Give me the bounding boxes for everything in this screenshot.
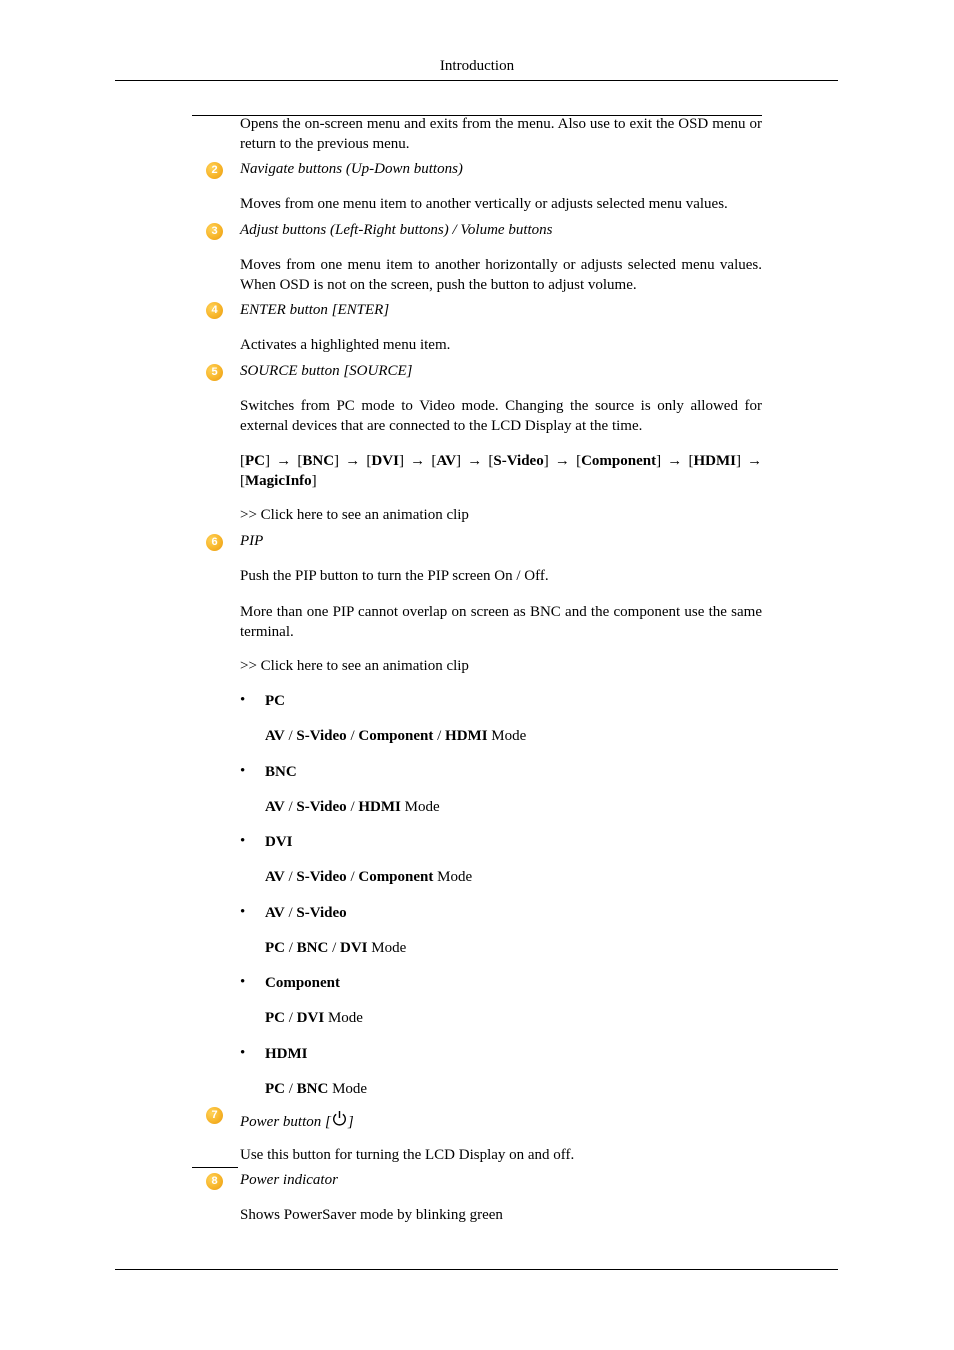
separator: / (350, 728, 355, 744)
pip-allowed-name: AV (265, 799, 285, 815)
source-item: PC (245, 453, 265, 469)
bullet: • (240, 763, 246, 779)
mode-word: Mode (491, 728, 527, 744)
pip-allowed-name: AV (265, 869, 285, 885)
pip-allowed-name: PC (265, 1010, 285, 1026)
mode-word: Mode (332, 1081, 368, 1097)
pip-source-name: PC (265, 693, 285, 709)
number-3-badge-icon: 3 (206, 223, 223, 240)
adjust-buttons-title: Adjust buttons (Left-Right buttons) / Volume buttons (240, 222, 553, 238)
header-title: Introduction (439, 58, 515, 74)
power-icon (332, 1110, 347, 1127)
power-button-desc: Use this button for turning the LCD Display on and off. (240, 1147, 575, 1163)
bullet: • (240, 904, 246, 920)
pip-source (265, 833, 293, 853)
arrow-icon: → (276, 453, 292, 469)
adjust-buttons-desc: Moves from one menu item to another horizontally or adjusts selected menu values. When OSD is not on the screen, push the button to adjust volume. (240, 257, 762, 293)
arrow-icon: → (410, 453, 426, 469)
pip-allowed-name: Component (358, 869, 434, 885)
navigate-buttons-desc: Moves from one menu item to another vertically or adjusts selected menu values. (240, 196, 728, 212)
pip-allowed-modes (265, 727, 526, 747)
pip-title: PIP (240, 533, 264, 549)
separator: / (288, 940, 293, 956)
pip-source-name: HDMI (265, 1046, 308, 1062)
pip-allowed-name: BNC (296, 940, 329, 956)
source-item: Component (581, 453, 657, 469)
source-animation-link[interactable]: >> Click here to see an animation clip (240, 507, 469, 523)
pip-allowed-name: S-Video (296, 799, 347, 815)
number-5-badge-icon: 5 (206, 364, 223, 381)
source-item: HDMI (693, 453, 736, 469)
power-button-title-pre: Power button [ (240, 1114, 331, 1130)
source-item: S-Video (493, 453, 544, 469)
pip-allowed-modes (265, 1009, 363, 1029)
source-item: AV (436, 453, 457, 469)
power-indicator-title: Power indicator (240, 1172, 338, 1188)
pip-source (265, 974, 340, 994)
source-item: BNC (302, 453, 335, 469)
pip-overlap-note: More than one PIP cannot overlap on screen as BNC and the component use the same terminal. (240, 604, 762, 640)
pip-allowed-name: BNC (296, 1081, 329, 1097)
power-button-title-post: ] (347, 1114, 354, 1130)
source-button-title: SOURCE button [SOURCE] (240, 363, 413, 379)
pip-source-name: S-Video (296, 905, 347, 921)
source-cycle: [PC] → [BNC] → [DVI] → [AV] → [S-Video] → [Component] → [HDMI] → [MagicInfo] (240, 453, 763, 489)
pip-source (265, 904, 347, 924)
header-rule (115, 80, 838, 81)
pip-allowed-name: Component (358, 728, 434, 744)
pip-source (265, 1045, 308, 1065)
number-6-badge-icon: 6 (206, 534, 223, 551)
navigate-buttons-title: Navigate buttons (Up-Down buttons) (240, 161, 463, 177)
separator: / (288, 1010, 293, 1026)
arrow-icon: → (345, 453, 361, 469)
source-button-desc: Switches from PC mode to Video mode. Changing the source is only allowed for external devices that are connected to the LCD Display at the time. (240, 398, 762, 434)
separator: / (288, 1081, 293, 1097)
separator: / (437, 728, 442, 744)
number-4-badge-icon: 4 (206, 302, 223, 319)
arrow-icon: → (747, 453, 763, 469)
bullet: • (240, 1045, 246, 1061)
pip-allowed-modes (265, 868, 472, 888)
pip-source (265, 763, 297, 783)
pip-allowed-name: PC (265, 1081, 285, 1097)
pip-source-name: AV (265, 905, 285, 921)
pip-allowed-name: HDMI (445, 728, 488, 744)
power-button-title (240, 1110, 762, 1133)
pip-allowed-name: S-Video (296, 869, 347, 885)
bullet: • (240, 974, 246, 990)
enter-button-desc: Activates a highlighted menu item. (240, 337, 451, 353)
number-8-badge-icon: 8 (206, 1173, 223, 1190)
bullet: • (240, 692, 246, 708)
mode-word: Mode (437, 869, 473, 885)
power-indicator-desc: Shows PowerSaver mode by blinking green (240, 1207, 503, 1223)
table-row-rule (192, 1167, 238, 1168)
mode-word: Mode (404, 799, 440, 815)
separator: / (288, 728, 293, 744)
number-2-badge-icon: 2 (206, 162, 223, 179)
menu-button-desc: Opens the on-screen menu and exits from the menu. Also use to exit the OSD menu or return to the previous menu. (240, 116, 762, 152)
pip-allowed-modes (265, 798, 440, 818)
pip-allowed-modes (265, 939, 406, 959)
pip-allowed-name: DVI (340, 940, 368, 956)
arrow-icon: → (467, 453, 483, 469)
pip-allowed-name: DVI (296, 1010, 325, 1026)
separator: / (288, 869, 293, 885)
pip-allowed-name: PC (265, 940, 285, 956)
pip-animation-link[interactable]: >> Click here to see an animation clip (240, 658, 469, 674)
pip-allowed-name: AV (265, 728, 285, 744)
pip-source-name: BNC (265, 764, 297, 780)
mode-word: Mode (371, 940, 407, 956)
pip-source (265, 692, 285, 712)
source-item: DVI (371, 453, 399, 469)
source-item: MagicInfo (245, 472, 312, 489)
separator: / (332, 940, 337, 956)
number-7-badge-icon: 7 (206, 1107, 223, 1124)
arrow-icon: → (667, 453, 683, 469)
pip-source-name: DVI (265, 834, 293, 850)
separator: / (288, 799, 293, 815)
separator: / (288, 905, 293, 921)
separator: / (350, 869, 355, 885)
pip-allowed-modes (265, 1080, 367, 1100)
arrow-icon: → (554, 453, 570, 469)
separator: / (350, 799, 355, 815)
pip-source-name: Component (265, 975, 341, 991)
pip-allowed-name: S-Video (296, 728, 347, 744)
footer-rule (115, 1269, 838, 1270)
pip-desc: Push the PIP button to turn the PIP screen On / Off. (240, 568, 549, 584)
enter-button-title: ENTER button [ENTER] (240, 302, 390, 318)
mode-word: Mode (327, 1010, 363, 1026)
pip-allowed-name: HDMI (358, 799, 401, 815)
bullet: • (240, 833, 246, 849)
